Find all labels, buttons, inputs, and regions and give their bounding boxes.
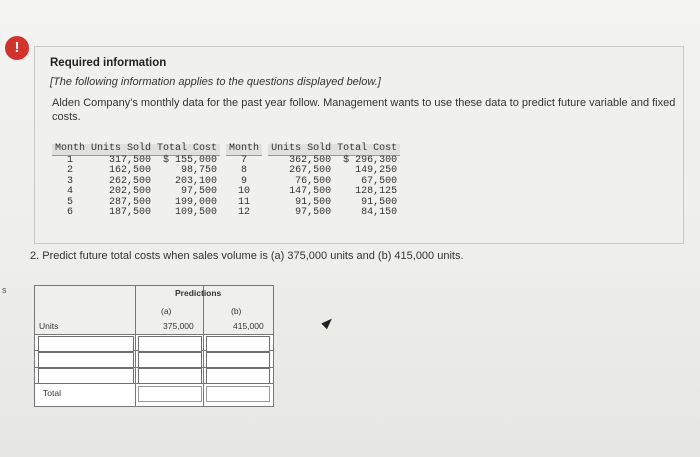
table-cell: $ 296,300 bbox=[343, 154, 398, 166]
table-cell: 1 bbox=[67, 154, 74, 166]
predictions-title: Predictions bbox=[175, 288, 222, 298]
edge-mark: s bbox=[2, 285, 7, 295]
table-cell: 2 bbox=[67, 165, 74, 176]
table-cell: 187,500 bbox=[109, 207, 152, 218]
input-cell-r1-a[interactable] bbox=[138, 336, 202, 352]
table-cell: 4 bbox=[67, 186, 74, 197]
table-cell: 10 bbox=[238, 186, 251, 197]
table-row bbox=[52, 177, 400, 188]
row-label-total: Total bbox=[43, 388, 61, 398]
table-cell: 317,500 bbox=[109, 154, 152, 166]
input-cell-r2-a[interactable] bbox=[138, 352, 202, 368]
col-a-label: (a) bbox=[161, 306, 172, 316]
table-header-row bbox=[52, 144, 400, 155]
input-cell-r3-a[interactable] bbox=[138, 368, 202, 384]
table-cell: 162,500 bbox=[109, 165, 152, 176]
table-cell: 76,500 bbox=[295, 175, 332, 187]
table-cell: 109,500 bbox=[175, 207, 218, 218]
table-cell: 147,500 bbox=[289, 186, 332, 197]
input-cell-r3-b[interactable] bbox=[206, 368, 270, 384]
table-row bbox=[52, 208, 400, 219]
table-cell: 67,500 bbox=[361, 175, 398, 187]
table-cell: 97,500 bbox=[295, 207, 332, 218]
table-cell: 287,500 bbox=[109, 196, 152, 208]
units-b-value: 415,000 bbox=[233, 321, 264, 331]
table-cell: 202,500 bbox=[109, 186, 152, 197]
table-row bbox=[52, 198, 400, 209]
predictions-grid bbox=[34, 285, 274, 407]
table-cell: $ 155,000 bbox=[163, 154, 218, 166]
table-cell: 12 bbox=[238, 207, 251, 218]
column-header: Units Sold bbox=[268, 144, 334, 155]
row-label-units: Units bbox=[39, 321, 59, 331]
table-cell: 91,500 bbox=[295, 196, 332, 208]
column-header: Units Sold bbox=[88, 144, 154, 155]
table-cell: 128,125 bbox=[355, 186, 398, 197]
table-cell: 9 bbox=[241, 175, 248, 187]
table-cell: 8 bbox=[241, 165, 248, 176]
table-row bbox=[52, 166, 400, 177]
table-cell: 199,000 bbox=[175, 196, 218, 208]
input-cell-r1-label[interactable] bbox=[38, 336, 134, 352]
table-row bbox=[52, 187, 400, 198]
input-cell-r2-b[interactable] bbox=[206, 352, 270, 368]
table-row bbox=[52, 155, 400, 166]
column-header: Total Cost bbox=[334, 144, 400, 155]
table-cell: 203,100 bbox=[175, 175, 218, 187]
column-header: Total Cost bbox=[154, 144, 220, 155]
intro-text: Alden Company's monthly data for the past year follow. Management wants to use these data to predict future variable and fixed costs. bbox=[52, 97, 676, 123]
total-a-cell[interactable] bbox=[138, 386, 202, 402]
table-cell: 7 bbox=[241, 154, 248, 166]
table-cell: 11 bbox=[238, 196, 251, 208]
alert-icon: ! bbox=[5, 36, 29, 60]
table-cell: 3 bbox=[67, 175, 74, 187]
col-b-label: (b) bbox=[231, 306, 242, 316]
question-2-text: 2. Predict future total costs when sales volume is (a) 375,000 units and (b) 415,000 units. bbox=[30, 250, 464, 262]
total-b-cell[interactable] bbox=[206, 386, 270, 402]
input-cell-r2-label[interactable] bbox=[38, 352, 134, 368]
column-header: Month bbox=[52, 144, 88, 155]
table-cell: 98,750 bbox=[181, 165, 218, 176]
table-cell: 91,500 bbox=[361, 196, 398, 208]
column-header: Month bbox=[226, 144, 262, 155]
table-cell: 362,500 bbox=[289, 154, 332, 166]
subtitle: [The following information applies to the questions displayed below.] bbox=[50, 76, 381, 88]
input-cell-r1-b[interactable] bbox=[206, 336, 270, 352]
table-cell: 6 bbox=[67, 207, 74, 218]
table-cell: 5 bbox=[67, 196, 74, 208]
units-a-value: 375,000 bbox=[163, 321, 194, 331]
table-cell: 149,250 bbox=[355, 165, 398, 176]
table-cell: 97,500 bbox=[181, 186, 218, 197]
input-cell-r3-label[interactable] bbox=[38, 368, 134, 384]
required-title: Required information bbox=[50, 57, 167, 69]
table-cell: 262,500 bbox=[109, 175, 152, 187]
table-cell: 84,150 bbox=[361, 207, 398, 218]
monthly-data-table bbox=[52, 144, 400, 219]
table-cell: 267,500 bbox=[289, 165, 332, 176]
mouse-cursor-icon bbox=[321, 316, 334, 329]
